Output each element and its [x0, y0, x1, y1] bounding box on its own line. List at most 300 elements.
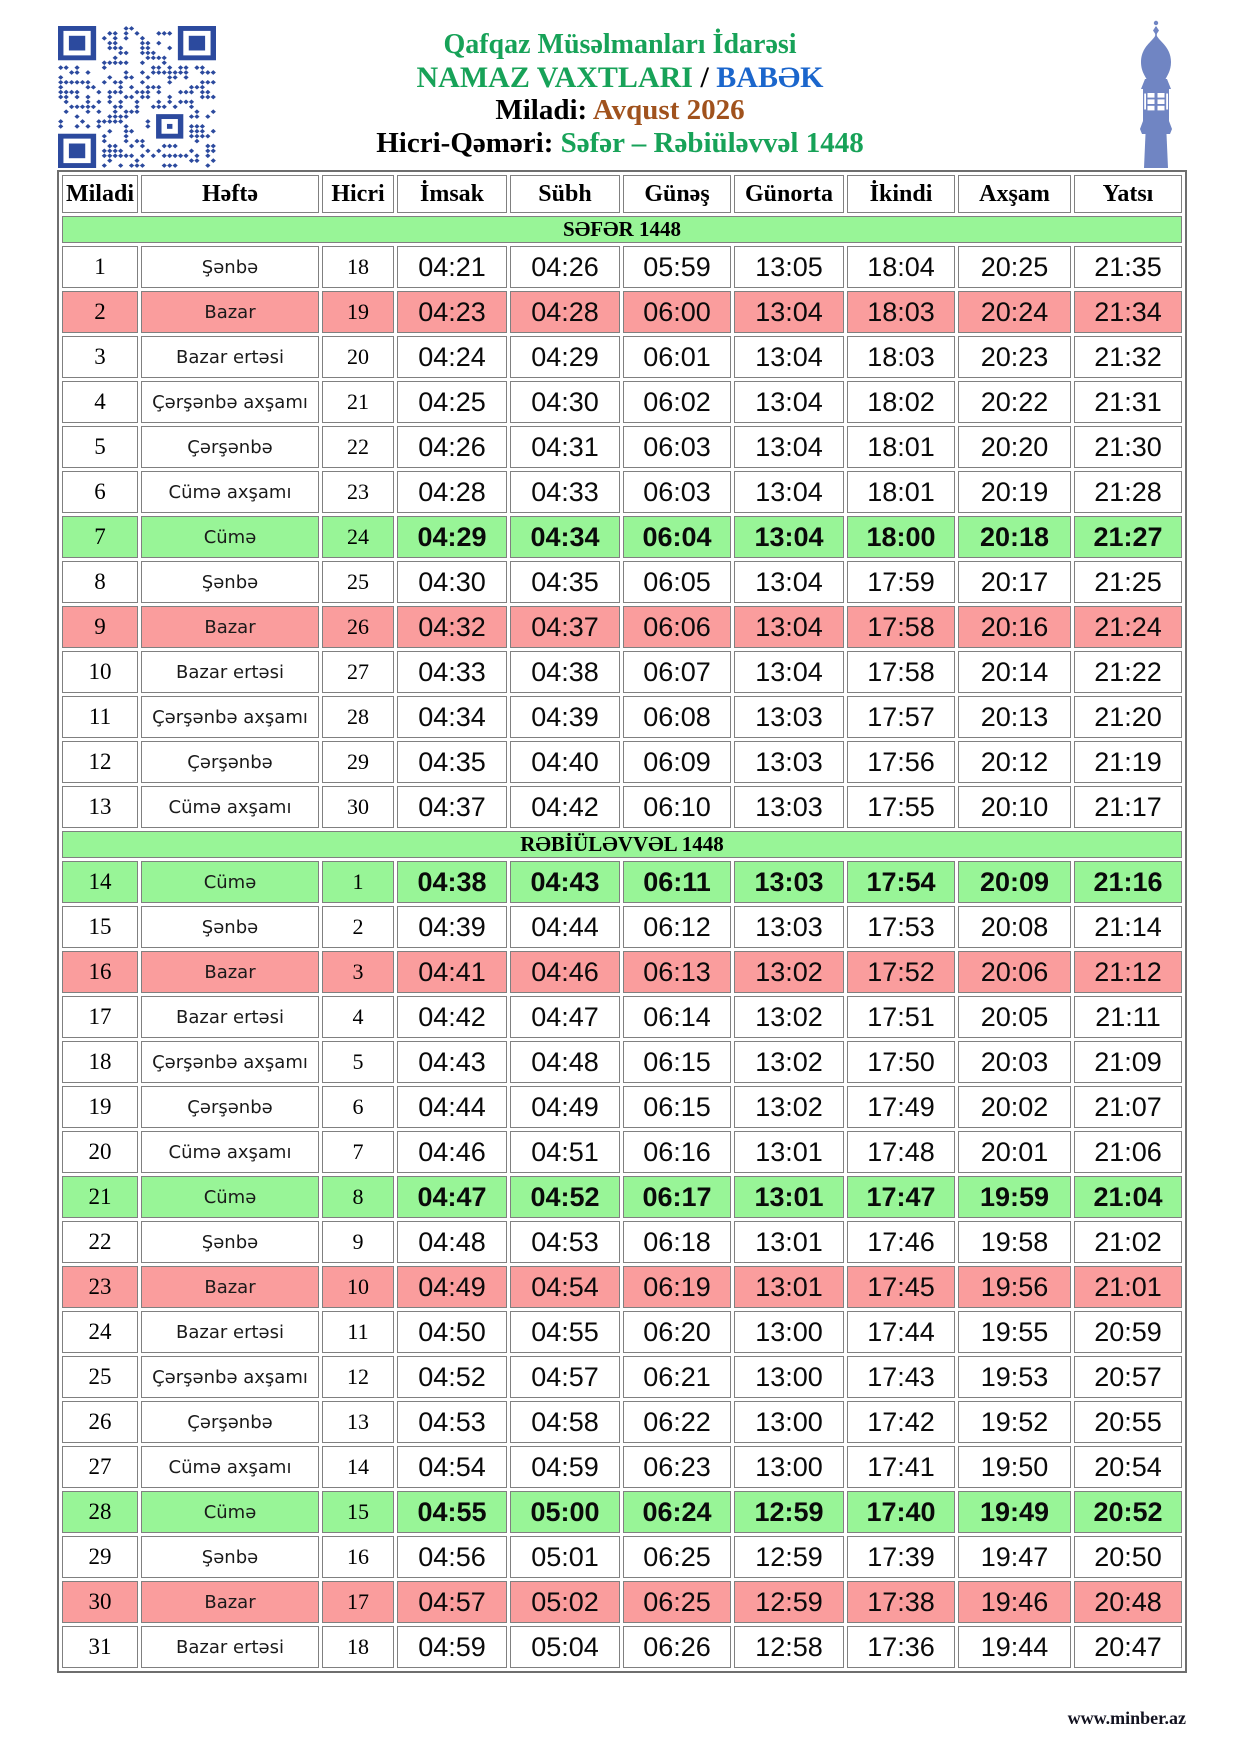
subh-cell: 05:01 [510, 1536, 620, 1578]
hicri-cell: 9 [322, 1221, 394, 1263]
miladi-cell: 5 [62, 426, 138, 468]
gunorta-cell: 13:00 [734, 1446, 844, 1488]
axsam-cell: 20:13 [958, 696, 1071, 738]
imsak-cell: 04:55 [397, 1491, 507, 1533]
gunorta-cell: 13:01 [734, 1221, 844, 1263]
page-title [220, 61, 1020, 94]
imsak-cell: 04:33 [397, 651, 507, 693]
miladi-value: Avqust 2026 [592, 94, 745, 126]
subh-cell: 04:59 [510, 1446, 620, 1488]
gunorta-cell: 13:03 [734, 741, 844, 783]
yatsi-cell: 21:02 [1074, 1221, 1182, 1263]
subh-cell: 04:51 [510, 1131, 620, 1173]
gunorta-cell: 13:02 [734, 951, 844, 993]
subh-cell: 05:00 [510, 1491, 620, 1533]
imsak-cell: 04:38 [397, 861, 507, 903]
hicri-cell: 16 [322, 1536, 394, 1578]
imsak-cell: 04:50 [397, 1311, 507, 1353]
yatsi-cell: 21:16 [1074, 861, 1182, 903]
ikindi-cell: 17:38 [847, 1581, 955, 1623]
subh-cell: 04:35 [510, 561, 620, 603]
imsak-cell: 04:28 [397, 471, 507, 513]
hicri-cell: 23 [322, 471, 394, 513]
subh-cell: 04:31 [510, 426, 620, 468]
ikindi-cell: 17:52 [847, 951, 955, 993]
imsak-cell: 04:54 [397, 1446, 507, 1488]
axsam-cell: 20:09 [958, 861, 1071, 903]
yatsi-cell: 21:34 [1074, 291, 1182, 333]
weekday-cell: Çərşənbə [141, 1086, 319, 1128]
axsam-cell: 20:23 [958, 336, 1071, 378]
title-separator: / [692, 61, 717, 94]
table-row [62, 1311, 1182, 1353]
hicri-cell: 29 [322, 741, 394, 783]
subh-cell: 04:33 [510, 471, 620, 513]
table-row [62, 906, 1182, 948]
gunes-cell: 06:26 [623, 1626, 731, 1668]
gunes-cell: 06:25 [623, 1581, 731, 1623]
hicri-cell: 13 [322, 1401, 394, 1443]
subh-cell: 04:57 [510, 1356, 620, 1398]
weekday-cell: Bazar ertəsi [141, 996, 319, 1038]
gunes-cell: 06:11 [623, 861, 731, 903]
section-row [62, 216, 1182, 243]
miladi-cell: 27 [62, 1446, 138, 1488]
weekday-cell: Bazar [141, 291, 319, 333]
gunes-cell: 06:03 [623, 471, 731, 513]
weekday-cell: Şənbə [141, 1536, 319, 1578]
miladi-cell: 25 [62, 1356, 138, 1398]
hicri-cell: 20 [322, 336, 394, 378]
subh-cell: 04:58 [510, 1401, 620, 1443]
ikindi-cell: 17:36 [847, 1626, 955, 1668]
subh-cell: 04:30 [510, 381, 620, 423]
column-header: Hicri [322, 175, 394, 213]
hicri-cell: 18 [322, 246, 394, 288]
hicri-cell: 17 [322, 1581, 394, 1623]
axsam-cell: 20:18 [958, 516, 1071, 558]
table-row [62, 1491, 1182, 1533]
miladi-cell: 2 [62, 291, 138, 333]
subh-cell: 04:49 [510, 1086, 620, 1128]
ikindi-cell: 17:44 [847, 1311, 955, 1353]
subh-cell: 05:04 [510, 1626, 620, 1668]
ikindi-cell: 17:47 [847, 1176, 955, 1218]
gunes-cell: 06:04 [623, 516, 731, 558]
subh-cell: 04:43 [510, 861, 620, 903]
subh-cell: 04:53 [510, 1221, 620, 1263]
miladi-cell: 24 [62, 1311, 138, 1353]
yatsi-cell: 21:19 [1074, 741, 1182, 783]
hicri-cell: 15 [322, 1491, 394, 1533]
ikindi-cell: 17:58 [847, 606, 955, 648]
table-row [62, 651, 1182, 693]
column-header: Yatsı [1074, 175, 1182, 213]
hicri-label: Hicri-Qəməri: [376, 127, 561, 159]
gunorta-cell: 13:00 [734, 1356, 844, 1398]
gunorta-cell: 13:00 [734, 1401, 844, 1443]
yatsi-cell: 21:06 [1074, 1131, 1182, 1173]
ikindi-cell: 18:01 [847, 426, 955, 468]
subh-cell: 04:52 [510, 1176, 620, 1218]
table-body [62, 216, 1182, 1668]
weekday-cell: Şənbə [141, 561, 319, 603]
yatsi-cell: 21:27 [1074, 516, 1182, 558]
ikindi-cell: 17:48 [847, 1131, 955, 1173]
weekday-cell: Bazar ertəsi [141, 1626, 319, 1668]
gunorta-cell: 13:00 [734, 1311, 844, 1353]
gunes-cell: 06:15 [623, 1041, 731, 1083]
axsam-cell: 19:56 [958, 1266, 1071, 1308]
weekday-cell: Şənbə [141, 1221, 319, 1263]
yatsi-cell: 21:11 [1074, 996, 1182, 1038]
miladi-cell: 16 [62, 951, 138, 993]
weekday-cell: Bazar [141, 606, 319, 648]
weekday-cell: Cümə axşamı [141, 1446, 319, 1488]
gunes-cell: 06:08 [623, 696, 731, 738]
section-title: RƏBİÜLƏVVƏL 1448 [62, 831, 1182, 858]
miladi-cell: 31 [62, 1626, 138, 1668]
hicri-cell: 24 [322, 516, 394, 558]
yatsi-cell: 21:30 [1074, 426, 1182, 468]
imsak-cell: 04:57 [397, 1581, 507, 1623]
table-row [62, 606, 1182, 648]
imsak-cell: 04:30 [397, 561, 507, 603]
hicri-cell: 1 [322, 861, 394, 903]
gunes-cell: 06:15 [623, 1086, 731, 1128]
table-row [62, 1356, 1182, 1398]
ikindi-cell: 17:49 [847, 1086, 955, 1128]
table-row [62, 996, 1182, 1038]
miladi-cell: 7 [62, 516, 138, 558]
gunorta-cell: 13:02 [734, 996, 844, 1038]
ikindi-cell: 17:53 [847, 906, 955, 948]
yatsi-cell: 20:59 [1074, 1311, 1182, 1353]
miladi-line [220, 94, 1020, 127]
weekday-cell: Cümə axşamı [141, 1131, 319, 1173]
weekday-cell: Cümə [141, 1491, 319, 1533]
column-header: Sübh [510, 175, 620, 213]
table-row [62, 336, 1182, 378]
hicri-cell: 4 [322, 996, 394, 1038]
ikindi-cell: 17:40 [847, 1491, 955, 1533]
table-head [62, 175, 1182, 213]
weekday-cell: Çərşənbə [141, 741, 319, 783]
gunorta-cell: 13:04 [734, 336, 844, 378]
yatsi-cell: 21:14 [1074, 906, 1182, 948]
gunes-cell: 06:17 [623, 1176, 731, 1218]
miladi-label: Miladi: [495, 94, 593, 126]
subh-cell: 04:47 [510, 996, 620, 1038]
axsam-cell: 19:47 [958, 1536, 1071, 1578]
yatsi-cell: 21:31 [1074, 381, 1182, 423]
table-row [62, 1626, 1182, 1668]
axsam-cell: 20:25 [958, 246, 1071, 288]
imsak-cell: 04:25 [397, 381, 507, 423]
hicri-cell: 7 [322, 1131, 394, 1173]
weekday-cell: Bazar ertəsi [141, 336, 319, 378]
gunes-cell: 06:24 [623, 1491, 731, 1533]
axsam-cell: 19:44 [958, 1626, 1071, 1668]
city-name: BABƏK [716, 61, 824, 94]
website-link: www.minber.az [1067, 1708, 1186, 1728]
yatsi-cell: 21:20 [1074, 696, 1182, 738]
table-row [62, 426, 1182, 468]
ikindi-cell: 17:59 [847, 561, 955, 603]
axsam-cell: 20:19 [958, 471, 1071, 513]
yatsi-cell: 20:55 [1074, 1401, 1182, 1443]
subh-cell: 04:28 [510, 291, 620, 333]
hicri-line [220, 127, 1020, 160]
miladi-cell: 13 [62, 786, 138, 828]
miladi-cell: 1 [62, 246, 138, 288]
imsak-cell: 04:21 [397, 246, 507, 288]
gunes-cell: 06:20 [623, 1311, 731, 1353]
axsam-cell: 20:01 [958, 1131, 1071, 1173]
miladi-cell: 23 [62, 1266, 138, 1308]
ikindi-cell: 18:04 [847, 246, 955, 288]
imsak-cell: 04:49 [397, 1266, 507, 1308]
axsam-cell: 20:22 [958, 381, 1071, 423]
header-row [62, 175, 1182, 213]
weekday-cell: Cümə [141, 1176, 319, 1218]
axsam-cell: 20:20 [958, 426, 1071, 468]
weekday-cell: Çərşənbə [141, 426, 319, 468]
table-row [62, 471, 1182, 513]
miladi-cell: 28 [62, 1491, 138, 1533]
yatsi-cell: 20:52 [1074, 1491, 1182, 1533]
ikindi-cell: 17:41 [847, 1446, 955, 1488]
gunes-cell: 06:13 [623, 951, 731, 993]
table-row [62, 1581, 1182, 1623]
subh-cell: 04:54 [510, 1266, 620, 1308]
table-row [62, 381, 1182, 423]
miladi-cell: 6 [62, 471, 138, 513]
ikindi-cell: 17:58 [847, 651, 955, 693]
gunes-cell: 06:22 [623, 1401, 731, 1443]
ikindi-cell: 18:00 [847, 516, 955, 558]
imsak-cell: 04:41 [397, 951, 507, 993]
imsak-cell: 04:23 [397, 291, 507, 333]
ikindi-cell: 17:43 [847, 1356, 955, 1398]
miladi-cell: 12 [62, 741, 138, 783]
axsam-cell: 20:16 [958, 606, 1071, 648]
hicri-value: Səfər – Rəbiüləvvəl 1448 [560, 127, 864, 159]
gunorta-cell: 13:04 [734, 291, 844, 333]
gunes-cell: 06:19 [623, 1266, 731, 1308]
hicri-cell: 11 [322, 1311, 394, 1353]
table-row [62, 1176, 1182, 1218]
table-row [62, 1086, 1182, 1128]
minaret-svg [1124, 18, 1188, 168]
ikindi-cell: 17:55 [847, 786, 955, 828]
gunes-cell: 06:09 [623, 741, 731, 783]
ikindi-cell: 17:46 [847, 1221, 955, 1263]
ikindi-cell: 18:02 [847, 381, 955, 423]
table-row [62, 1401, 1182, 1443]
gunes-cell: 06:12 [623, 906, 731, 948]
miladi-cell: 4 [62, 381, 138, 423]
imsak-cell: 04:44 [397, 1086, 507, 1128]
ikindi-cell: 17:42 [847, 1401, 955, 1443]
miladi-cell: 15 [62, 906, 138, 948]
hicri-cell: 8 [322, 1176, 394, 1218]
miladi-cell: 21 [62, 1176, 138, 1218]
gunes-cell: 06:14 [623, 996, 731, 1038]
axsam-cell: 20:24 [958, 291, 1071, 333]
yatsi-cell: 21:09 [1074, 1041, 1182, 1083]
hicri-cell: 26 [322, 606, 394, 648]
minaret-icon [1124, 18, 1188, 168]
axsam-cell: 20:06 [958, 951, 1071, 993]
imsak-cell: 04:52 [397, 1356, 507, 1398]
hicri-cell: 18 [322, 1626, 394, 1668]
gunes-cell: 06:01 [623, 336, 731, 378]
axsam-cell: 20:02 [958, 1086, 1071, 1128]
weekday-cell: Bazar ertəsi [141, 651, 319, 693]
gunorta-cell: 12:59 [734, 1581, 844, 1623]
gunorta-cell: 13:04 [734, 606, 844, 648]
gunorta-cell: 13:02 [734, 1086, 844, 1128]
gunorta-cell: 13:02 [734, 1041, 844, 1083]
gunorta-cell: 13:03 [734, 696, 844, 738]
yatsi-cell: 21:28 [1074, 471, 1182, 513]
table-row [62, 246, 1182, 288]
gunorta-cell: 13:01 [734, 1131, 844, 1173]
header-titles [220, 28, 1020, 160]
gunorta-cell: 13:01 [734, 1266, 844, 1308]
hicri-cell: 30 [322, 786, 394, 828]
weekday-cell: Cümə [141, 861, 319, 903]
imsak-cell: 04:56 [397, 1536, 507, 1578]
table-row [62, 741, 1182, 783]
hicri-cell: 2 [322, 906, 394, 948]
ikindi-cell: 17:50 [847, 1041, 955, 1083]
miladi-cell: 29 [62, 1536, 138, 1578]
table-row [62, 1536, 1182, 1578]
ikindi-cell: 18:01 [847, 471, 955, 513]
page-header [0, 0, 1240, 170]
subh-cell: 04:34 [510, 516, 620, 558]
miladi-cell: 17 [62, 996, 138, 1038]
imsak-cell: 04:24 [397, 336, 507, 378]
weekday-cell: Çərşənbə axşamı [141, 1356, 319, 1398]
ikindi-cell: 17:54 [847, 861, 955, 903]
imsak-cell: 04:34 [397, 696, 507, 738]
gunes-cell: 06:00 [623, 291, 731, 333]
imsak-cell: 04:53 [397, 1401, 507, 1443]
hicri-cell: 28 [322, 696, 394, 738]
table-row [62, 951, 1182, 993]
weekday-cell: Şənbə [141, 906, 319, 948]
subh-cell: 04:37 [510, 606, 620, 648]
weekday-cell: Bazar [141, 1266, 319, 1308]
axsam-cell: 19:49 [958, 1491, 1071, 1533]
subh-cell: 04:55 [510, 1311, 620, 1353]
column-header: Miladi [62, 175, 138, 213]
page-title-text: NAMAZ VAXTLARI [416, 61, 693, 94]
yatsi-cell: 20:54 [1074, 1446, 1182, 1488]
column-header: İmsak [397, 175, 507, 213]
gunes-cell: 06:06 [623, 606, 731, 648]
hicri-cell: 27 [322, 651, 394, 693]
gunes-cell: 06:25 [623, 1536, 731, 1578]
gunorta-cell: 13:05 [734, 246, 844, 288]
table-row [62, 1446, 1182, 1488]
subh-cell: 04:46 [510, 951, 620, 993]
yatsi-cell: 21:12 [1074, 951, 1182, 993]
weekday-cell: Çərşənbə axşamı [141, 381, 319, 423]
table-row [62, 561, 1182, 603]
weekday-cell: Çərşənbə [141, 1401, 319, 1443]
axsam-cell: 20:10 [958, 786, 1071, 828]
weekday-cell: Bazar [141, 951, 319, 993]
weekday-cell: Şənbə [141, 246, 319, 288]
axsam-cell: 19:58 [958, 1221, 1071, 1263]
miladi-cell: 18 [62, 1041, 138, 1083]
subh-cell: 04:44 [510, 906, 620, 948]
imsak-cell: 04:39 [397, 906, 507, 948]
hicri-cell: 14 [322, 1446, 394, 1488]
table-zone [57, 170, 1183, 1673]
table-row [62, 1041, 1182, 1083]
column-header: Axşam [958, 175, 1071, 213]
subh-cell: 04:38 [510, 651, 620, 693]
miladi-cell: 8 [62, 561, 138, 603]
ikindi-cell: 17:51 [847, 996, 955, 1038]
hicri-cell: 21 [322, 381, 394, 423]
subh-cell: 04:48 [510, 1041, 620, 1083]
column-header: İkindi [847, 175, 955, 213]
miladi-cell: 20 [62, 1131, 138, 1173]
column-header: Günəş [623, 175, 731, 213]
axsam-cell: 20:17 [958, 561, 1071, 603]
hicri-cell: 25 [322, 561, 394, 603]
yatsi-cell: 21:25 [1074, 561, 1182, 603]
table-row [62, 1266, 1182, 1308]
gunes-cell: 06:16 [623, 1131, 731, 1173]
axsam-cell: 19:46 [958, 1581, 1071, 1623]
gunes-cell: 06:05 [623, 561, 731, 603]
hicri-cell: 6 [322, 1086, 394, 1128]
imsak-cell: 04:29 [397, 516, 507, 558]
table-row [62, 1221, 1182, 1263]
imsak-cell: 04:26 [397, 426, 507, 468]
gunorta-cell: 13:04 [734, 426, 844, 468]
gunorta-cell: 13:03 [734, 906, 844, 948]
axsam-cell: 19:52 [958, 1401, 1071, 1443]
miladi-cell: 10 [62, 651, 138, 693]
table-row [62, 1131, 1182, 1173]
miladi-cell: 9 [62, 606, 138, 648]
miladi-cell: 26 [62, 1401, 138, 1443]
ikindi-cell: 17:39 [847, 1536, 955, 1578]
gunes-cell: 05:59 [623, 246, 731, 288]
weekday-cell: Cümə [141, 516, 319, 558]
imsak-cell: 04:42 [397, 996, 507, 1038]
weekday-cell: Bazar [141, 1581, 319, 1623]
section-row [62, 831, 1182, 858]
hicri-cell: 19 [322, 291, 394, 333]
ikindi-cell: 17:56 [847, 741, 955, 783]
yatsi-cell: 20:57 [1074, 1356, 1182, 1398]
subh-cell: 04:42 [510, 786, 620, 828]
subh-cell: 04:40 [510, 741, 620, 783]
yatsi-cell: 21:35 [1074, 246, 1182, 288]
imsak-cell: 04:46 [397, 1131, 507, 1173]
gunorta-cell: 13:04 [734, 561, 844, 603]
axsam-cell: 20:03 [958, 1041, 1071, 1083]
